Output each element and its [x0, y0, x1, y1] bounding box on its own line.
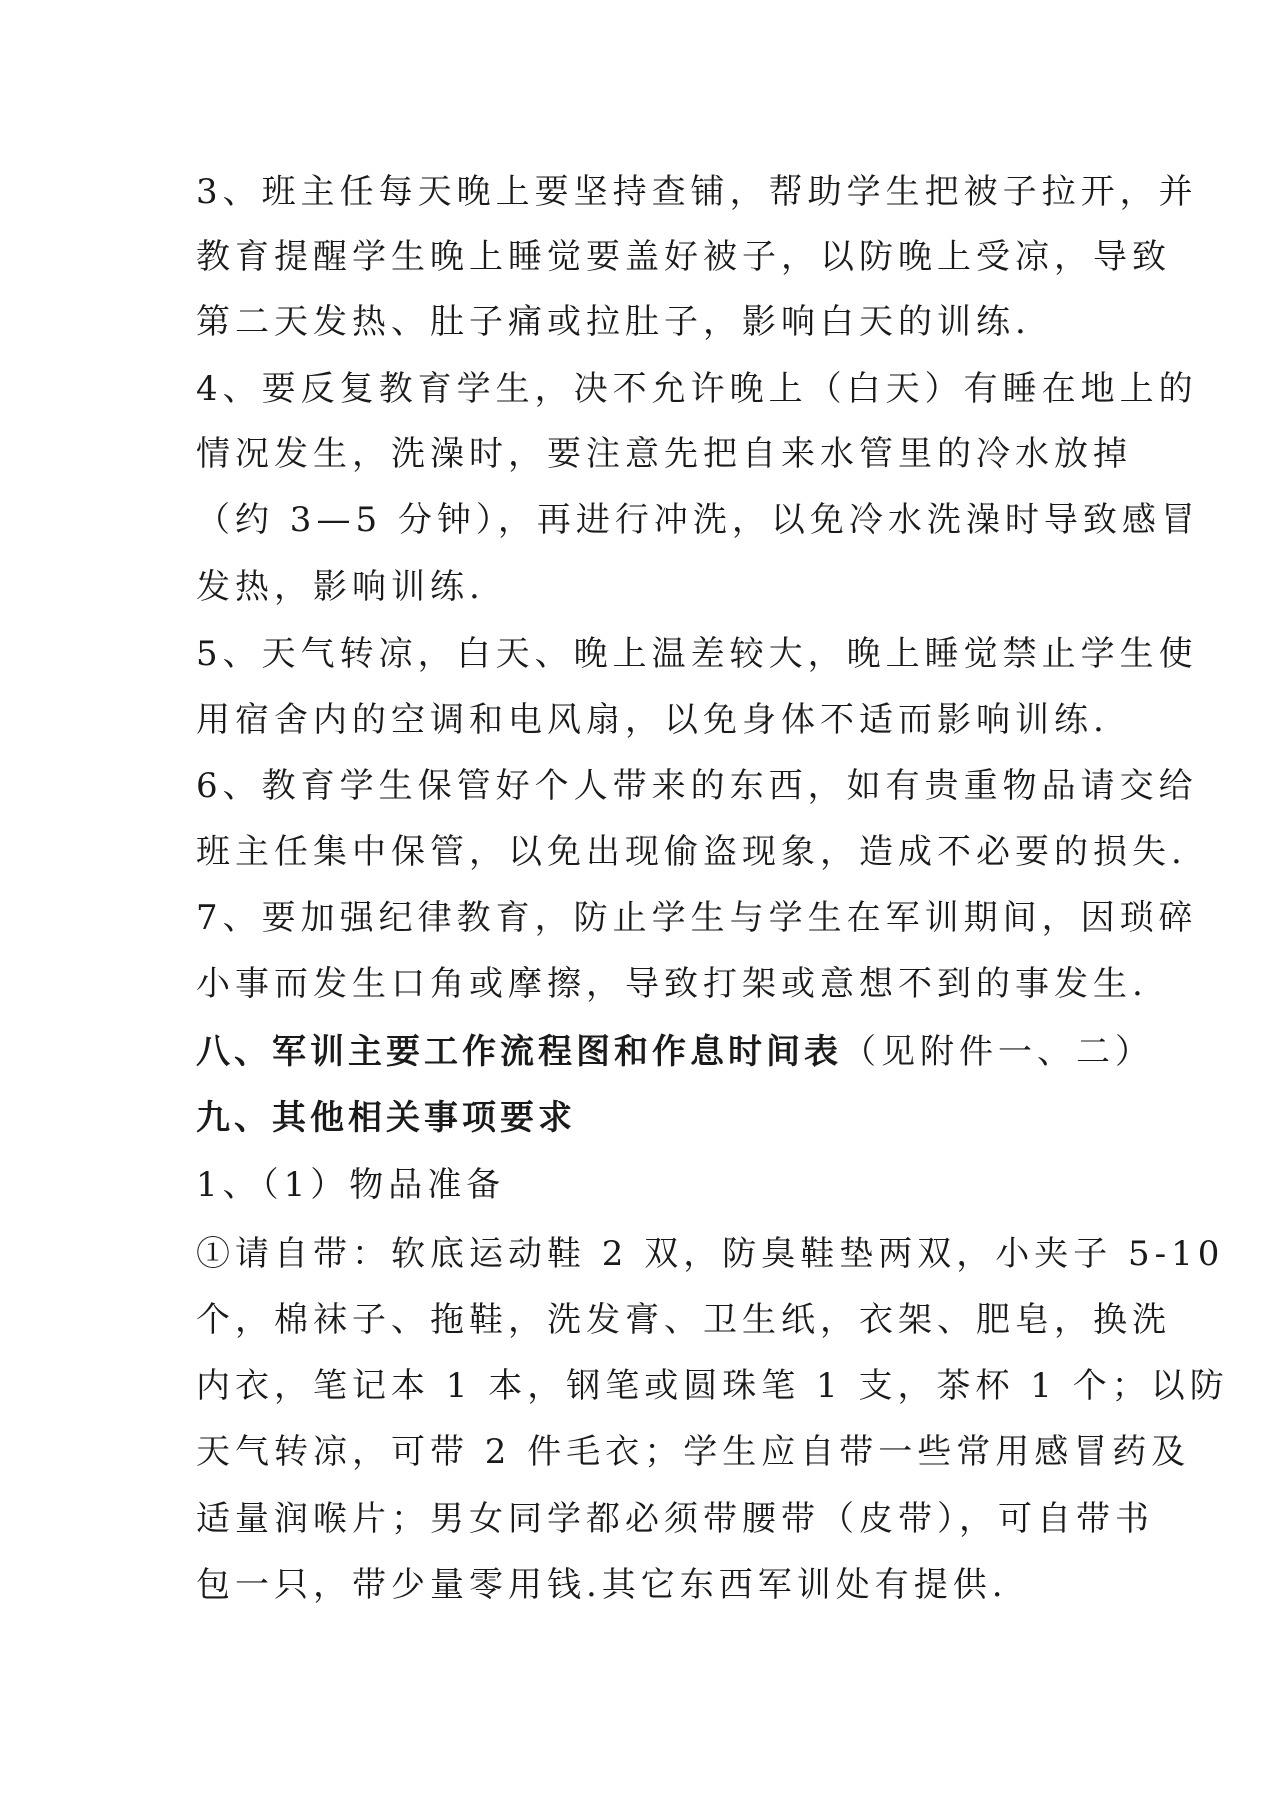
- text-line: 班主任集中保管，以免出现偷盗现象，造成不必要的损失.: [196, 832, 1187, 872]
- section-heading-9: 九、其他相关事项要求: [196, 1098, 576, 1138]
- text-line: 发热，影响训练.: [196, 567, 485, 607]
- text-line: 教育提醒学生晚上睡觉要盖好被子，以防晚上受凉，导致: [196, 237, 1171, 277]
- text-line: 5、天气转凉，白天、晚上温差较大，晚上睡觉禁止学生使: [196, 634, 1198, 674]
- text-line: 4、要反复教育学生，决不允许晚上（白天）有睡在地上的: [196, 369, 1198, 409]
- text-line: 3、班主任每天晚上要坚持查铺，帮助学生把被子拉开，并: [196, 172, 1198, 212]
- supply-line: ①请自带：软底运动鞋 2 双，防臭鞋垫两双，小夹子 5-10: [196, 1234, 1225, 1274]
- section-heading-8-title: 八、军训主要工作流程图和作息时间表: [196, 1032, 842, 1072]
- item-1-title: 1、（1）物品准备: [196, 1165, 506, 1205]
- text-line: 小事而发生口角或摩擦，导致打架或意想不到的事发生.: [196, 964, 1148, 1004]
- supply-line: 内衣，笔记本 1 本，钢笔或圆珠笔 1 支，茶杯 1 个；以防: [196, 1366, 1229, 1406]
- section-heading-8: [196, 1030, 1154, 1074]
- text-line: 用宿舍内的空调和电风扇，以免身体不适而影响训练.: [196, 700, 1109, 740]
- supply-line: 天气转凉，可带 2 件毛衣；学生应自带一些常用感冒药及: [196, 1432, 1191, 1472]
- section-heading-8-note: （见附件一、二）: [842, 1032, 1154, 1072]
- text-line: 6、教育学生保管好个人带来的东西，如有贵重物品请交给: [196, 766, 1198, 806]
- supply-line: 包一只，带少量零用钱.其它东西军训处有提供.: [196, 1565, 1008, 1605]
- text-line: 情况发生，洗澡时，要注意先把自来水管里的冷水放掉: [196, 434, 1132, 474]
- text-line: 第二天发热、肚子痛或拉肚子，影响白天的训练.: [196, 302, 1031, 342]
- text-line: （约 3—5 分钟），再进行冲洗，以免冷水洗澡时导致感冒: [196, 500, 1200, 540]
- supply-line: 个，棉袜子、拖鞋，洗发膏、卫生纸，衣架、肥皂，换洗: [196, 1300, 1171, 1340]
- supply-line: 适量润喉片；男女同学都必须带腰带（皮带），可自带书: [196, 1499, 1154, 1539]
- text-line: 7、要加强纪律教育，防止学生与学生在军训期间，因琐碎: [196, 898, 1198, 938]
